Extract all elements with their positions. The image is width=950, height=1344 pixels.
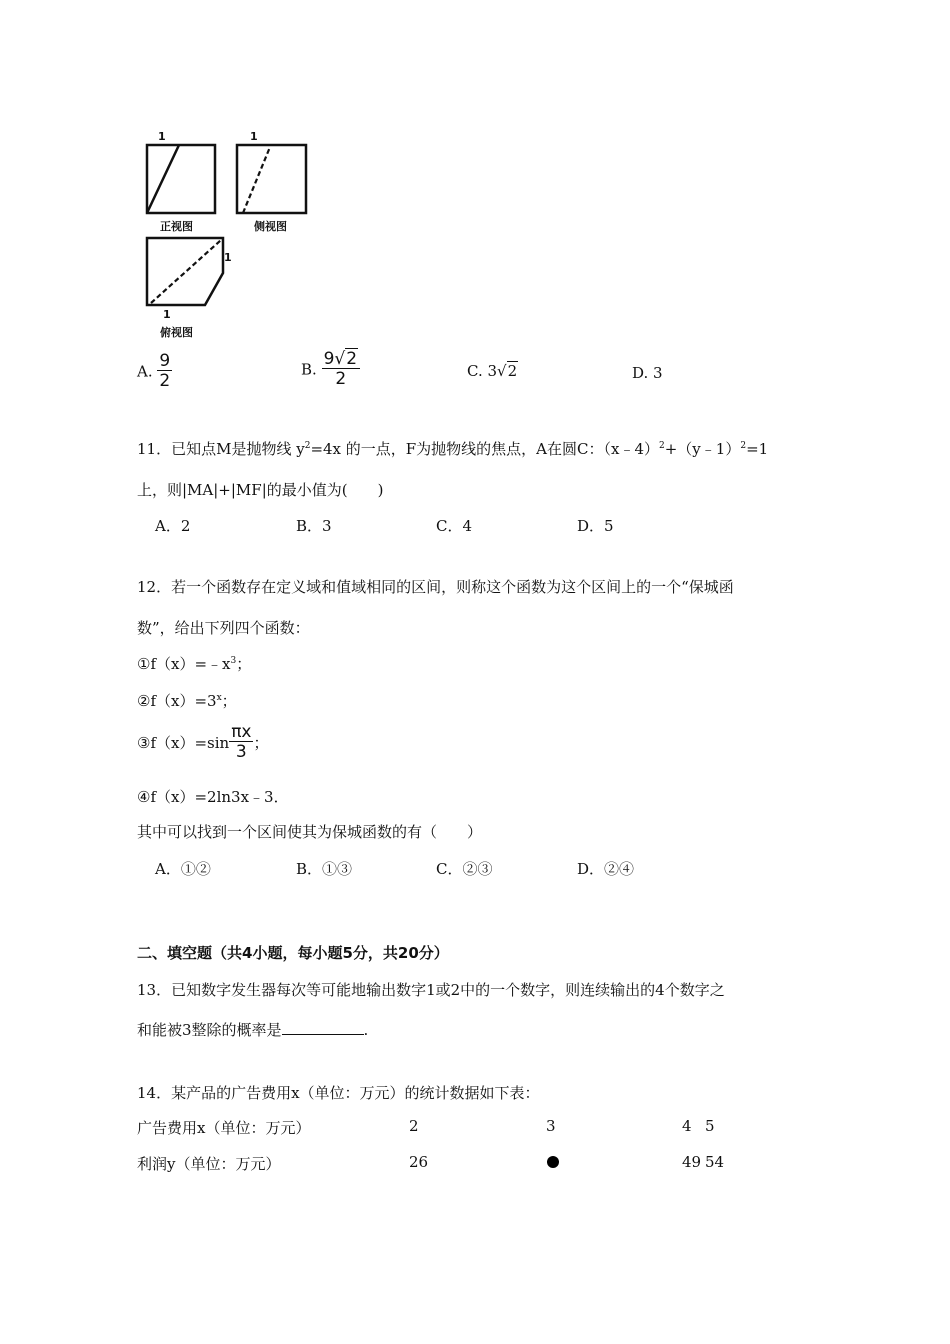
- front-view-square: [147, 145, 215, 213]
- q14-intro: 14．某产品的广告费用x（单位：万元）的统计数据如下表：: [137, 1084, 540, 1102]
- q11-line-1: 11．已知点M是抛物线 $y^2=4x$ 的一点，F为抛物线的焦点，A在圆C：（x﹣4）$^2$+（y﹣1）$^2$=1: [137, 440, 769, 458]
- q12-function-4: ④f（x）=2ln3x﹣3．: [137, 788, 289, 806]
- q11-option-a[interactable]: A．2: [155, 517, 191, 535]
- top-view-bottom-dimension: 1: [163, 308, 171, 321]
- q13-answer-blank[interactable]: [282, 1020, 364, 1035]
- q12-question: 其中可以找到一个区间使其为保城函数的有（ ）: [137, 823, 483, 841]
- front-view-solid-edge: [147, 145, 179, 213]
- ink-blot-mark: [547, 1156, 559, 1168]
- side-view-hidden-edge: [243, 147, 270, 213]
- q12-option-b[interactable]: B．①③: [296, 860, 353, 878]
- table-cell: 26: [409, 1153, 429, 1171]
- q10-option-d[interactable]: D. 3: [632, 364, 663, 382]
- q10-option-c[interactable]: C. 3√2: [467, 362, 518, 380]
- sqrt-symbol: √: [497, 362, 507, 380]
- top-view-right-dimension: 1: [224, 251, 232, 264]
- q12-option-d[interactable]: D．②④: [577, 860, 635, 878]
- side-view-label: 侧视图: [254, 220, 287, 233]
- table-cell: 2: [409, 1117, 419, 1135]
- q12-f3-fraction: $\frac{\pi x}{3}$: [231, 722, 252, 762]
- front-view-dimension: 1: [158, 130, 166, 143]
- section-2-heading: 二、填空题（共4小题，每小题5分，共20分）: [137, 944, 449, 962]
- q13-line-2: 和能被3整除的概率是 .: [137, 1021, 369, 1039]
- q10-option-a-fraction: $\frac{9}{2}$: [159, 351, 171, 391]
- q11-line-2: 上，则|MA|+|MF|的最小值为( ): [137, 481, 384, 499]
- q13-line-1: 13．已知数字发生器每次等可能地输出数字1或2中的一个数字，则连续输出的4个数字之: [137, 981, 725, 999]
- q10-option-a[interactable]: A. $\frac{9}{2}$: [137, 351, 171, 391]
- table-cell: 54: [705, 1153, 725, 1171]
- front-view-label: 正视图: [160, 220, 193, 233]
- q12-option-a[interactable]: A．①②: [155, 860, 211, 878]
- q14-row2-label: 利润y（单位：万元）: [137, 1155, 281, 1173]
- table-cell: 49: [682, 1153, 702, 1171]
- q11-option-b[interactable]: B．3: [296, 517, 332, 535]
- q12-line-2: 数”，给出下列四个函数：: [137, 619, 310, 637]
- table-cell: 5: [705, 1117, 715, 1135]
- q11-option-d[interactable]: D．5: [577, 517, 614, 535]
- table-cell: 4: [682, 1117, 692, 1135]
- q12-line-1: 12．若一个函数存在定义域和值域相同的区间，则称这个函数为这个区间上的一个“保城函: [137, 578, 734, 596]
- side-view-dimension: 1: [250, 130, 258, 143]
- q12-option-c[interactable]: C．②③: [436, 860, 493, 878]
- q14-row1-label: 广告费用x（单位：万元）: [137, 1119, 311, 1137]
- q11-option-c[interactable]: C．4: [436, 517, 473, 535]
- top-view-label: 俯视图: [160, 326, 193, 339]
- q12-function-1: $①f(x)=﹣x^3$；: [137, 655, 252, 673]
- q10-option-b-fraction: $\frac{9√2}{2}$: [322, 350, 361, 389]
- q12-function-2: $②f(x)=3^x$；: [137, 692, 237, 710]
- table-cell: 3: [546, 1117, 556, 1135]
- q10-option-b[interactable]: B. $\frac{9√2}{2}$: [301, 350, 360, 389]
- q12-function-3: ③f（x）=sin $\frac{\pi x}{3}$ ；: [137, 722, 269, 762]
